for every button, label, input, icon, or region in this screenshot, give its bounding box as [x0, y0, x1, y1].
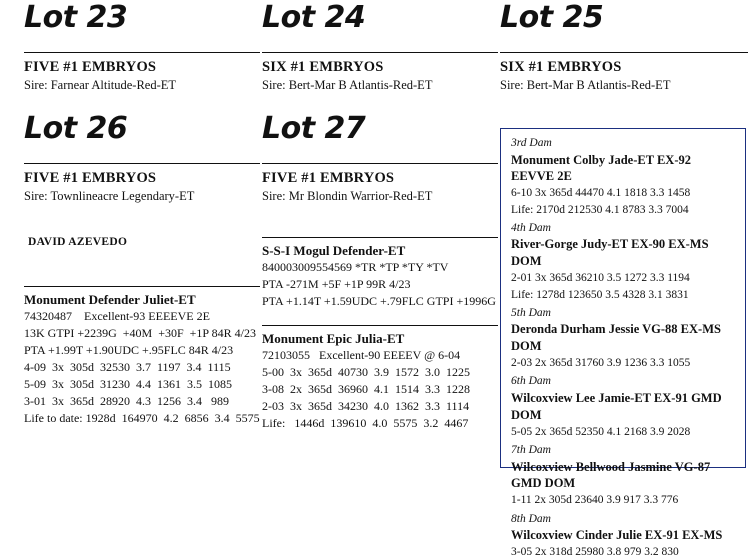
dam-label-7th: 7th Dam	[511, 444, 551, 457]
dam-group-8th	[511, 512, 737, 560]
left-pedigree-line-6: Life to date: 1928d 164970 4.2 6856 3.4 5575	[24, 411, 260, 426]
dam-data-5th-0: 2-03 2x 365d 31760 3.9 1236 3.3 1055	[511, 357, 691, 370]
dam-data-6th-0: 5-05 2x 365d 52350 4.1 2168 3.9 2028	[511, 425, 691, 438]
consignor-name: DAVID AZEVEDO	[28, 236, 128, 248]
dam-group-7th	[511, 443, 737, 509]
lot-26-offering-block	[24, 163, 260, 204]
left-pedigree-line-5: 3-01 3x 365d 28920 4.3 1256 3.4 989	[24, 394, 229, 409]
left-pedigree-block	[24, 286, 260, 427]
mid-sire-name: S-S-I Mogul Defender-ET	[262, 243, 406, 258]
mid-dam-line-1: 5-00 3x 365d 40730 3.9 1572 3.0 1225	[262, 365, 470, 380]
dam-label-4th: 4th Dam	[511, 221, 551, 234]
mid-dam-pedigree-block	[262, 325, 498, 432]
lot-25-title: Lot 25	[500, 0, 604, 35]
mid-dam-line-4: Life: 1446d 139610 4.0 5575 3.2 4467	[262, 416, 469, 431]
dam-label-3rd: 3rd Dam	[511, 137, 552, 149]
divider-lot-26	[24, 163, 260, 164]
left-pedigree-line-2: PTA +1.99T +1.90UDC +.95FLC 84R 4/23	[24, 343, 234, 358]
dam-group-3rd	[511, 136, 737, 218]
lot-25-offering-block	[500, 52, 748, 93]
dam-group-4th	[511, 221, 737, 303]
dam-name-7th: Wilcoxview Bellwood Jasmine VG-87 GMD DOM	[511, 459, 711, 491]
dam-label-6th: 6th Dam	[511, 375, 551, 388]
divider-lot-25	[500, 52, 748, 53]
dam-data-4th-1: Life: 1278d 123650 3.5 4328 3.1 3831	[511, 288, 689, 301]
lot-26-block	[24, 113, 260, 145]
lot-26-title: Lot 26	[24, 111, 128, 146]
mid-sire-line-1: PTA -271M +5F +1P 99R 4/23	[262, 277, 411, 292]
mid-sire-line-2: PTA +1.14T +1.59UDC +.79FLC GTPI +1996G	[262, 294, 496, 309]
dam-data-3rd-0: 6-10 3x 365d 44470 4.1 1818 3.3 1458	[511, 187, 691, 200]
left-pedigree-line-0: 74320487 Excellent-93 EEEEVE 2E	[24, 309, 210, 323]
mid-dam-line-2: 3-08 2x 365d 36960 4.1 1514 3.3 1228	[262, 382, 470, 397]
divider-mid-sire	[262, 237, 498, 238]
mid-dam-name: Monument Epic Julia-ET	[262, 331, 405, 346]
dam-group-5th	[511, 306, 737, 372]
left-pedigree-line-3: 4-09 3x 305d 32530 3.7 1197 3.4 1115	[24, 360, 231, 375]
mid-dam-line-3: 2-03 3x 365d 34230 4.0 1362 3.3 1114	[262, 399, 470, 414]
dam-name-6th: Wilcoxview Lee Jamie-ET EX-91 GMD DOM	[511, 390, 722, 422]
dam-data-7th-0: 1-11 2x 305d 23640 3.9 917 3.3 776	[511, 494, 679, 507]
mid-sire-pedigree-block	[262, 237, 498, 310]
lot-27-embryos: FIVE #1 EMBRYOS	[262, 170, 395, 186]
dam-data-3rd-1: Life: 2170d 212530 4.1 8783 3.3 7004	[511, 203, 689, 216]
lot-24-embryos: SIX #1 EMBRYOS	[262, 59, 384, 75]
left-pedigree-line-1: 13K GTPI +2239G +40M +30F +1P 84R 4/23	[24, 326, 256, 341]
lot-23-offering-block	[24, 52, 260, 93]
lot-27-title: Lot 27	[262, 111, 366, 146]
lot-27-block	[262, 113, 498, 145]
lot-24-title: Lot 24	[262, 0, 366, 35]
dam-name-4th: River-Gorge Judy-ET EX-90 EX-MS DOM	[511, 237, 709, 269]
divider-lot-27	[262, 163, 498, 164]
lot-24-offering-block	[262, 52, 498, 93]
lot-27-sire: Sire: Mr Blondin Warrior-Red-ET	[262, 189, 433, 203]
lot-23-embryos: FIVE #1 EMBRYOS	[24, 59, 157, 75]
lot-24-sire: Sire: Bert-Mar B Atlantis-Red-ET	[262, 78, 433, 92]
lot-23-title: Lot 23	[24, 0, 128, 35]
mid-sire-line-0: 840003009554569 *TR *TP *TY *TV	[262, 260, 449, 274]
divider-lot-24	[262, 52, 498, 53]
consignor-block	[28, 236, 260, 248]
lot-26-embryos: FIVE #1 EMBRYOS	[24, 170, 157, 186]
lot-26-sire: Sire: Townlineacre Legendary-ET	[24, 189, 195, 203]
dam-data-8th-0: 3-05 2x 318d 25980 3.8 979 3.2 830	[511, 546, 679, 559]
lot-25-block	[500, 2, 748, 34]
divider-mid-dam	[262, 325, 498, 326]
lot-27-offering-block	[262, 163, 498, 204]
lot-25-embryos: SIX #1 EMBRYOS	[500, 59, 622, 75]
maternal-line-box	[500, 128, 746, 559]
lot-24-block	[262, 2, 498, 34]
mid-dam-line-0: 72103055 Excellent-90 EEEEV @ 6-04	[262, 348, 461, 362]
lot-23-sire: Sire: Farnear Altitude-Red-ET	[24, 78, 177, 92]
dam-name-8th: Wilcoxview Cinder Julie EX-91 EX-MS	[511, 528, 723, 543]
dam-data-4th-0: 2-01 3x 365d 36210 3.5 1272 3.3 1194	[511, 272, 690, 285]
dam-name-5th: Deronda Durham Jessie VG-88 EX-MS DOM	[511, 322, 721, 354]
left-pedigree-name: Monument Defender Juliet-ET	[24, 292, 196, 307]
left-pedigree-line-4: 5-09 3x 305d 31230 4.4 1361 3.5 1085	[24, 377, 232, 392]
lot-23-block	[24, 2, 260, 34]
dam-name-3rd: Monument Colby Jade-ET EX-92 EEVVE 2E	[511, 152, 691, 184]
dam-group-6th	[511, 374, 737, 440]
lot-25-sire: Sire: Bert-Mar B Atlantis-Red-ET	[500, 78, 671, 92]
divider-left-pedigree	[24, 286, 260, 287]
dam-label-8th: 8th Dam	[511, 512, 551, 525]
divider-lot-23	[24, 52, 260, 53]
dam-label-5th: 5th Dam	[511, 306, 551, 319]
